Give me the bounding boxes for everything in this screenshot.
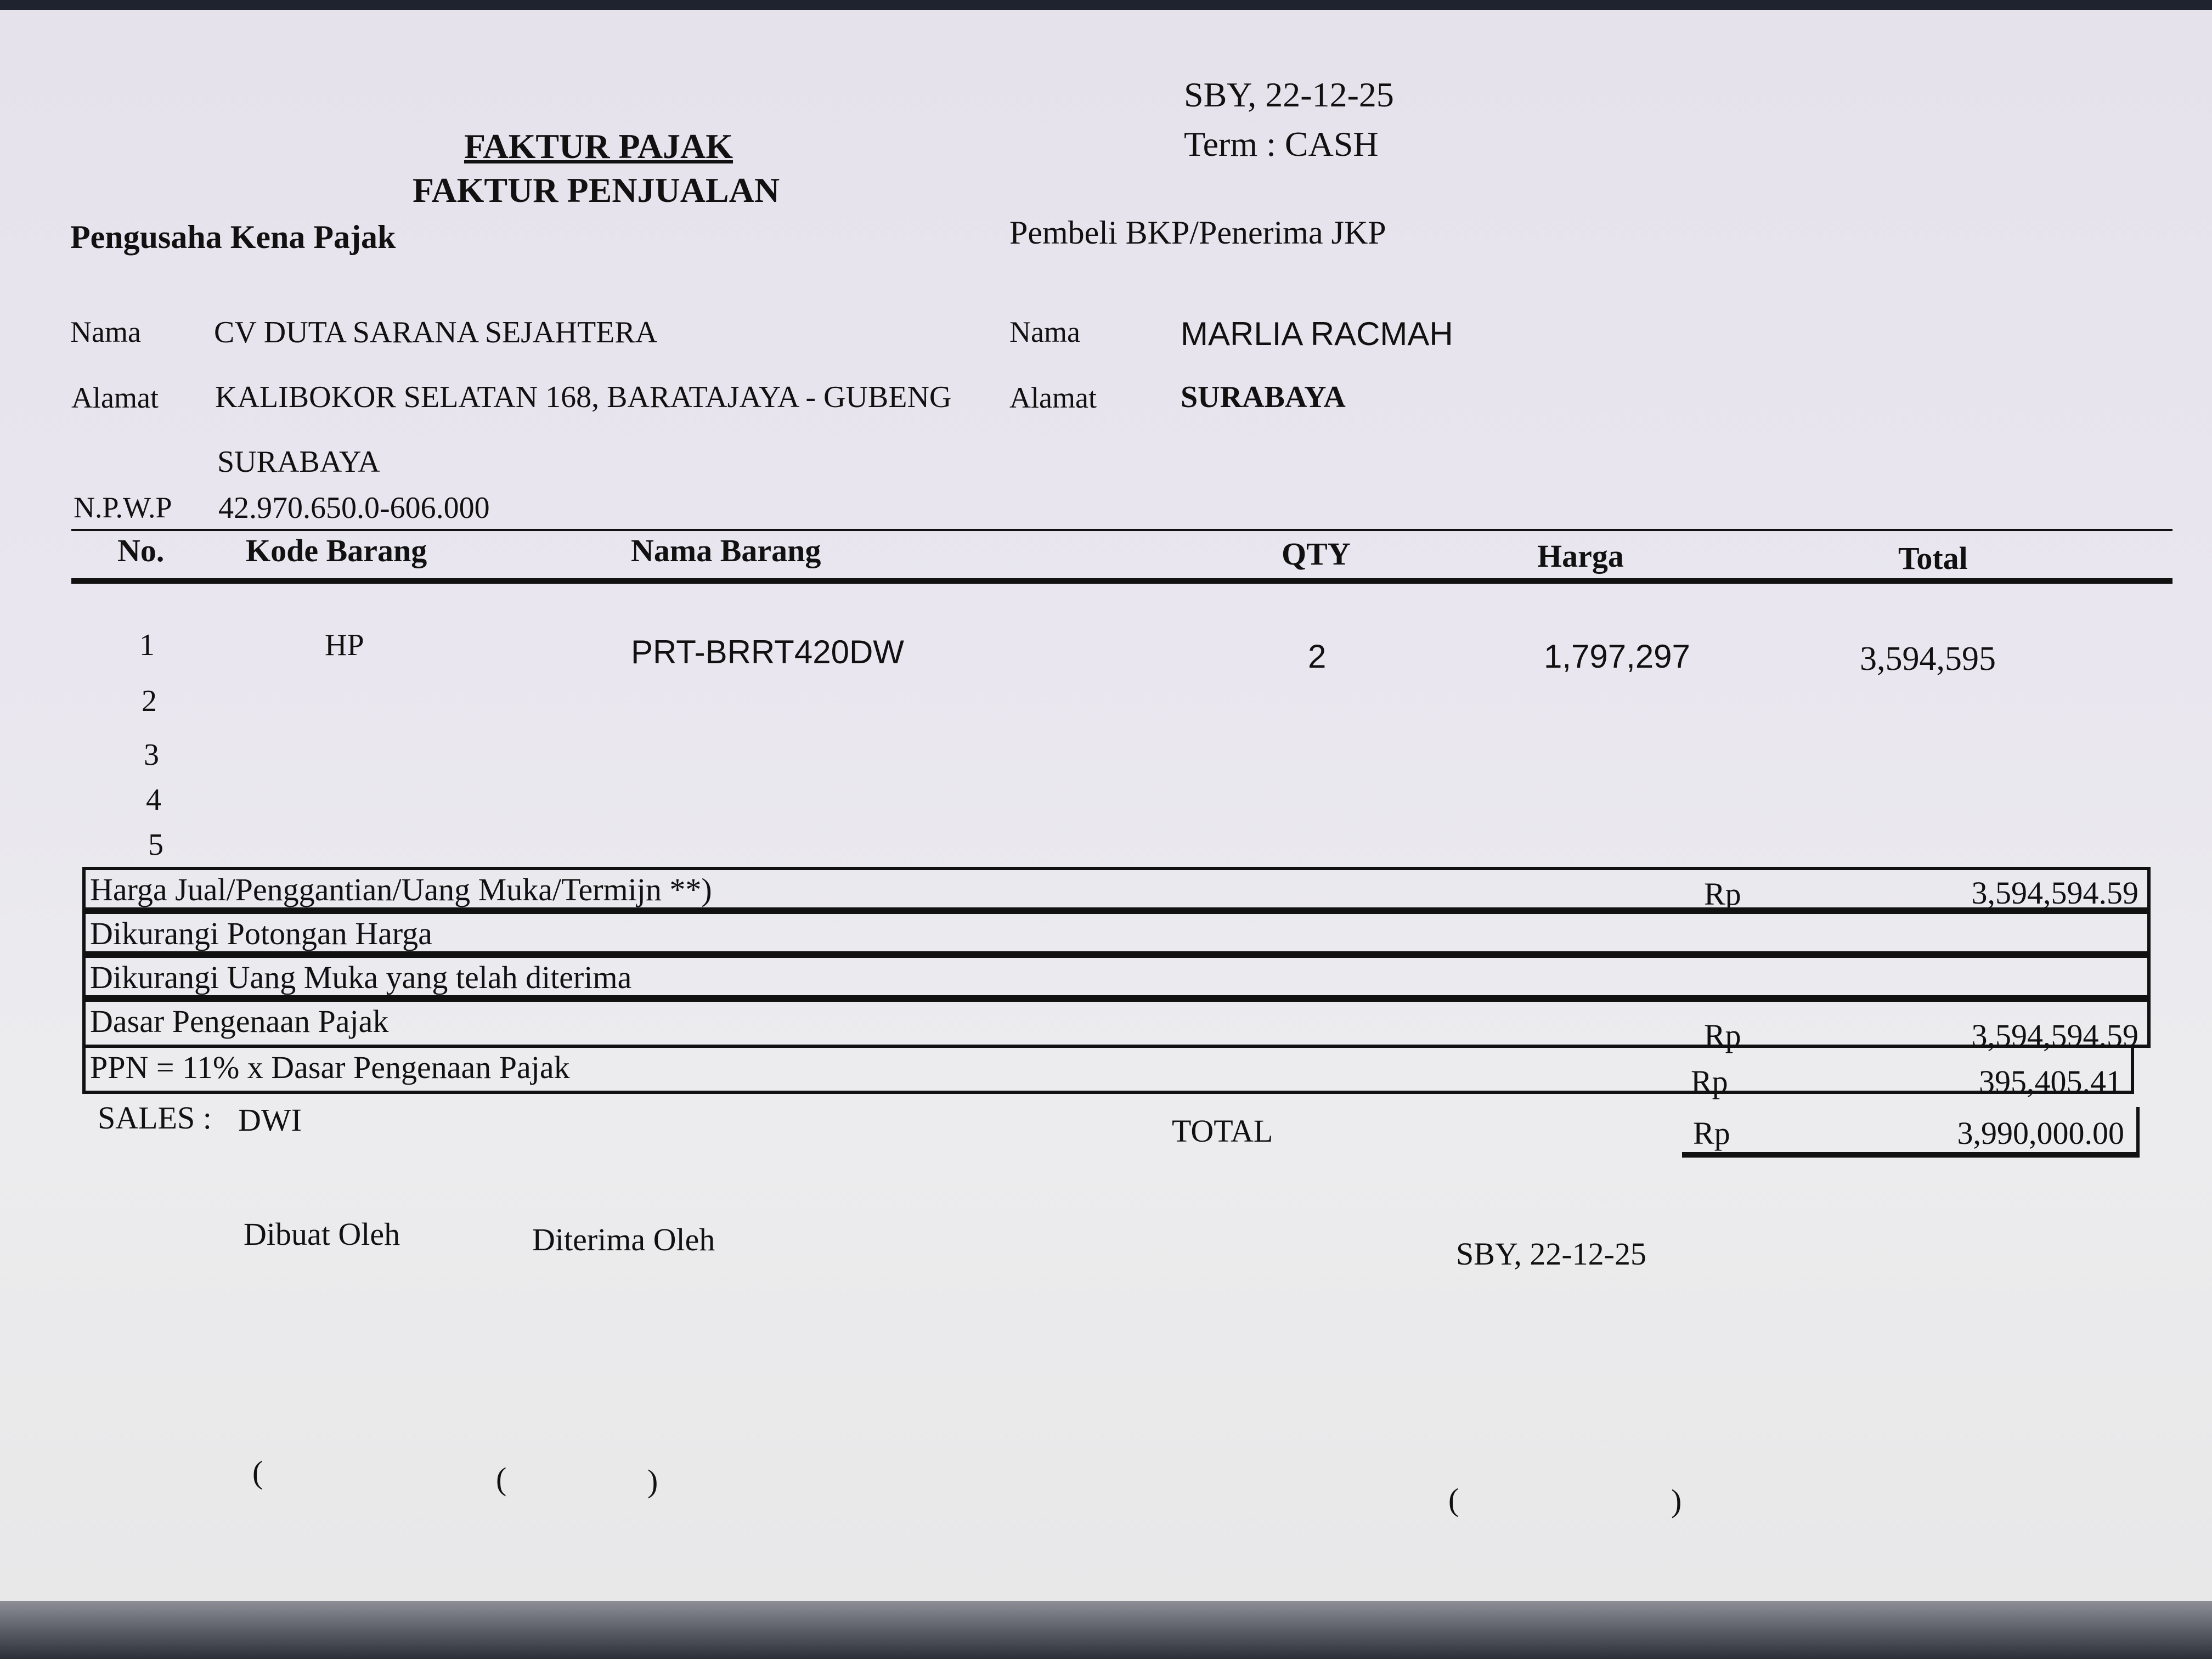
summary-amount: 3,594,594.59: [1971, 1018, 2138, 1053]
table-top-rule: [71, 529, 2172, 531]
total-label: TOTAL: [1172, 1113, 1273, 1149]
currency-label: Rp: [1691, 1064, 1728, 1099]
invoice-date: SBY, 22-12-25: [1184, 75, 1394, 114]
signature-place-date: SBY, 22-12-25: [1456, 1236, 1646, 1272]
signature-paren-close: ): [1671, 1483, 1682, 1519]
grand-total-amount: 3,990,000.00: [1957, 1115, 2124, 1151]
buyer-name: MARLIA RACMAH: [1181, 315, 1453, 352]
seller-npwp: 42.970.650.0-606.000: [218, 491, 490, 525]
col-header-item: Nama Barang: [631, 533, 821, 568]
signature-paren-open: (: [1448, 1482, 1459, 1517]
buyer-heading: Pembeli BKP/Penerima JKP: [1009, 215, 1386, 251]
col-header-price: Harga: [1537, 538, 1624, 574]
currency-label: Rp: [1704, 876, 1741, 912]
made-by-label: Dibuat Oleh: [244, 1216, 400, 1252]
item-total: 3,594,595: [1860, 640, 1996, 678]
buyer-address: SURABAYA: [1181, 380, 1346, 414]
seller-name-label: Nama: [70, 315, 141, 348]
seller-name: CV DUTA SARANA SEJAHTERA: [214, 315, 658, 349]
col-header-total: Total: [1898, 540, 1968, 576]
currency-label: Rp: [1704, 1018, 1741, 1053]
seller-address-line2: SURABAYA: [217, 445, 380, 479]
buyer-name-label: Nama: [1009, 315, 1080, 348]
item-price: 1,797,297: [1544, 638, 1690, 675]
col-header-no: No.: [117, 533, 165, 568]
signature-paren-close: ): [647, 1463, 658, 1499]
summary-harga-jual-row: [82, 867, 2151, 911]
summary-ppn-row: [82, 1045, 2134, 1099]
item-code: HP: [325, 628, 364, 662]
document-title: FAKTUR PAJAK: [464, 127, 733, 166]
buyer-address-label: Alamat: [1009, 381, 1097, 414]
summary-potongan-row: [82, 911, 2151, 955]
summary-label: Dasar Pengenaan Pajak: [90, 1003, 389, 1039]
row-number: 2: [142, 684, 157, 718]
row-number: 3: [144, 738, 159, 772]
summary-dpp-row: [82, 998, 2151, 1053]
summary-label: Harga Jual/Penggantian/Uang Muka/Termijn **): [90, 872, 712, 907]
row-number: 4: [146, 783, 161, 817]
row-number: 5: [148, 828, 163, 862]
col-header-code: Kode Barang: [246, 533, 427, 568]
summary-uang-muka-row: [82, 955, 2151, 998]
summary-label: PPN = 11% x Dasar Pengenaan Pajak: [90, 1049, 570, 1085]
monitor-bezel: [0, 1601, 2212, 1659]
seller-heading: Pengusaha Kena Pajak: [70, 219, 396, 255]
signature-paren-open: (: [252, 1454, 263, 1490]
summary-label: Dikurangi Potongan Harga: [90, 916, 432, 951]
grand-total-box: [1682, 1107, 2140, 1158]
seller-address-line1: KALIBOKOR SELATAN 168, BARATAJAYA - GUBENG: [215, 380, 952, 414]
payment-term: Term : CASH: [1184, 125, 1379, 163]
document-screen: [0, 10, 2212, 1601]
row-number: 1: [139, 628, 155, 662]
seller-npwp-label: N.P.W.P: [74, 491, 172, 524]
col-header-qty: QTY: [1282, 536, 1351, 572]
currency-label: Rp: [1693, 1115, 1730, 1151]
sales-name: DWI: [238, 1102, 302, 1138]
item-name: PRT-BRRT420DW: [631, 634, 904, 670]
table-header-rule: [71, 578, 2172, 584]
item-qty: 2: [1308, 638, 1327, 675]
document-subtitle: FAKTUR PENJUALAN: [413, 171, 780, 210]
summary-label: Dikurangi Uang Muka yang telah diterima: [90, 960, 632, 995]
sales-label: SALES :: [98, 1100, 212, 1136]
summary-amount: 395,405.41: [1979, 1064, 2122, 1099]
summary-amount: 3,594,594.59: [1971, 875, 2138, 911]
received-by-label: Diterima Oleh: [532, 1222, 715, 1257]
signature-paren-open: (: [496, 1461, 507, 1497]
seller-address-label: Alamat: [71, 381, 159, 414]
